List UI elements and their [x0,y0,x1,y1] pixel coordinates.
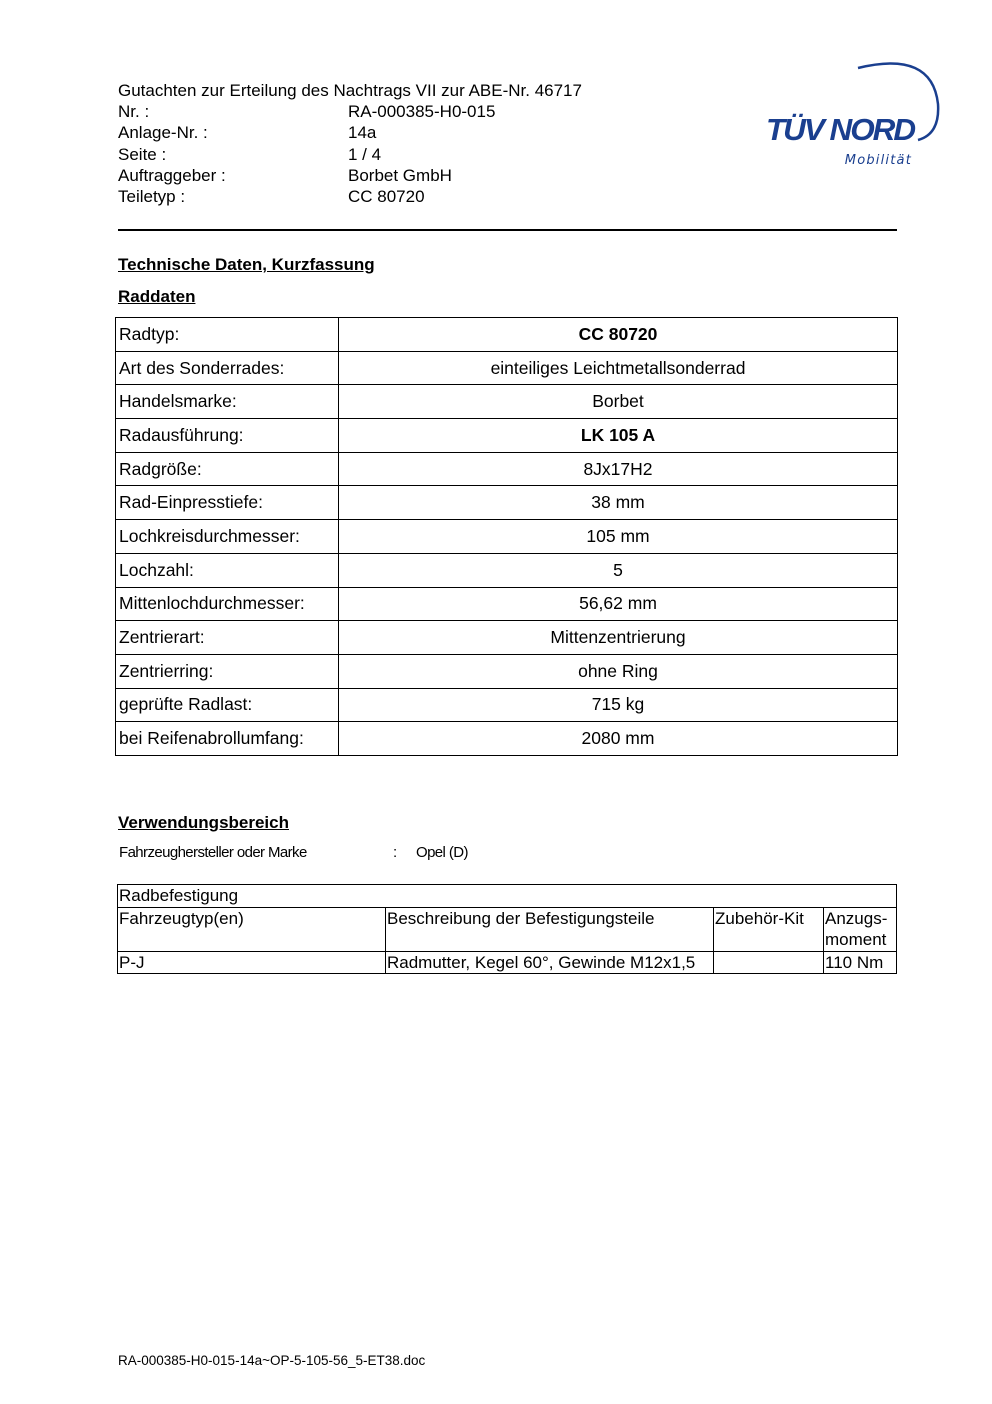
table-row [116,486,898,520]
header-label: Seite : [118,144,167,164]
befestigung-table [117,884,897,974]
document-header [118,80,582,207]
row-value: LK 105 A [339,419,898,453]
row-value: einteiliges Leichtmetallsonderrad [339,351,898,385]
row-label: Radgröße: [116,452,339,486]
column-header: Anzugs- moment [824,907,897,951]
header-value: 14a [348,123,377,143]
cell-moment: 110 Nm [824,951,897,974]
table-row [116,351,898,385]
header-label: Anlage-Nr. : [118,123,208,143]
cell-typ: P-J [118,951,386,974]
column-header: Beschreibung der Befestigungsteile [386,907,714,951]
row-value: 2080 mm [339,722,898,756]
table-title-row [118,885,897,908]
table-header-row [118,907,897,951]
table-row [116,654,898,688]
befestigung-title: Radbefestigung [118,885,897,908]
header-row-seite [118,144,582,165]
row-value: Mittenzentrierung [339,621,898,655]
maker-separator: : [393,844,397,861]
maker-line [119,844,468,861]
row-label: Lochkreisdurchmesser: [116,520,339,554]
header-row-anlage [118,122,582,143]
header-row-nr [118,101,582,122]
raddaten-heading: Raddaten [118,287,196,306]
header-row-auftraggeber [118,165,582,186]
row-label: Radausführung: [116,419,339,453]
table-row [118,951,897,974]
row-value: 715 kg [339,688,898,722]
row-value: 5 [339,553,898,587]
row-label: geprüfte Radlast: [116,688,339,722]
header-value: CC 80720 [348,187,425,207]
row-label: Lochzahl: [116,553,339,587]
row-value: 8Jx17H2 [339,452,898,486]
table-row [116,553,898,587]
maker-value: Opel (D) [416,844,468,861]
header-value: Borbet GmbH [348,165,452,185]
table-row [116,419,898,453]
logo-brand: TÜV NORD [766,112,916,147]
header-label: Auftraggeber : [118,165,226,185]
column-header: Fahrzeugtyp(en) [118,907,386,951]
table-row [116,452,898,486]
row-label: Mittenlochdurchmesser: [116,587,339,621]
row-value: 38 mm [339,486,898,520]
maker-label: Fahrzeughersteller oder Marke [119,844,307,861]
table-row [116,385,898,419]
cell-beschreibung: Radmutter, Kegel 60°, Gewinde M12x1,5 [386,951,714,974]
header-divider [118,229,897,231]
tuv-nord-logo [762,56,942,171]
table-row [116,722,898,756]
table-row [116,621,898,655]
row-label: Art des Sonderrades: [116,351,339,385]
row-value: CC 80720 [339,318,898,352]
footer-filename: RA-000385-H0-015-14a~OP-5-105-56_5-ET38.doc [118,1353,426,1368]
table-row [116,688,898,722]
row-value: ohne Ring [339,654,898,688]
logo-subtitle: Mobilität [844,153,912,168]
raddaten-table [115,317,898,756]
header-value: 1 / 4 [348,144,382,164]
row-label: Radtyp: [116,318,339,352]
row-value: 105 mm [339,520,898,554]
table-row [116,587,898,621]
cell-kit [714,951,824,974]
row-value: Borbet [339,385,898,419]
row-label: Zentrierart: [116,621,339,655]
row-label: Handelsmarke: [116,385,339,419]
row-value: 56,62 mm [339,587,898,621]
section-title: Technische Daten, Kurzfassung [118,255,375,274]
header-row-teiletyp [118,186,582,207]
table-row [116,318,898,352]
header-label: Teiletyp : [118,187,186,207]
row-label: bei Reifenabrollumfang: [116,722,339,756]
row-label: Rad-Einpresstiefe: [116,486,339,520]
header-label: Nr. : [118,102,150,122]
column-header: Zubehör-Kit [714,907,824,951]
header-value: RA-000385-H0-015 [348,102,496,122]
verwendung-heading: Verwendungsbereich [118,813,289,832]
table-row [116,520,898,554]
document-title: Gutachten zur Erteilung des Nachtrags VII zur ABE-Nr. 46717 [118,81,582,100]
row-label: Zentrierring: [116,654,339,688]
